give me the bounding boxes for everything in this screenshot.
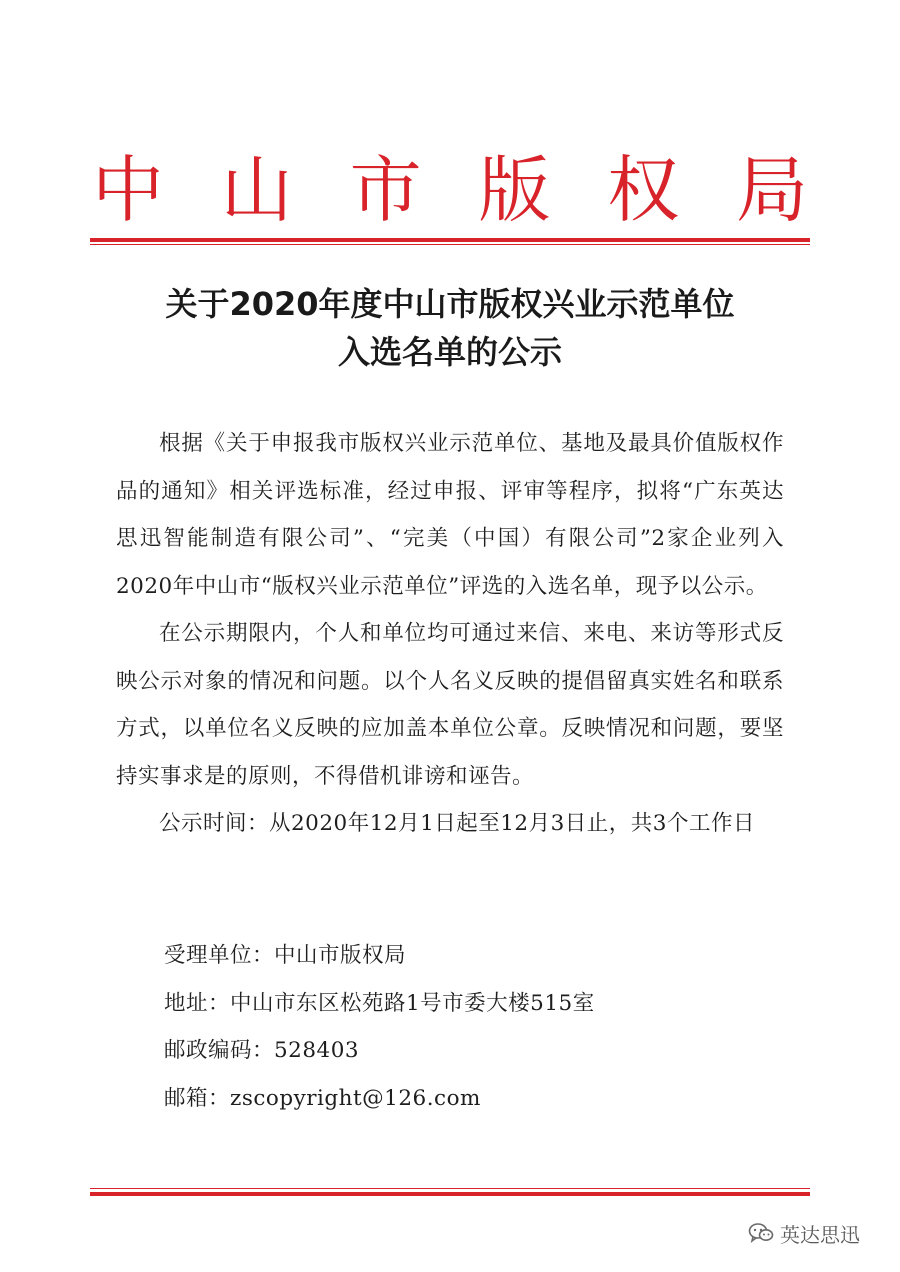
contact-unit: 受理单位：中山市版权局 (164, 943, 407, 968)
contact-address: 地址：中山市东区松苑路1号市委大楼515室 (164, 990, 595, 1016)
document-title (100, 280, 800, 376)
contact-postcode: 邮政编码：528403 (164, 1038, 360, 1063)
footer-divider-thin (90, 1188, 810, 1189)
wechat-icon (748, 1222, 774, 1244)
letterhead-char: 局 (735, 148, 808, 232)
letterhead-char: 山 (220, 148, 293, 232)
wechat-watermark (748, 1218, 860, 1248)
title-line-1: 关于2020年度中山市版权兴业示范单位 (165, 285, 735, 323)
contact-info (164, 932, 784, 1122)
letterhead-char: 中 (92, 148, 165, 232)
document-body (116, 420, 784, 848)
letterhead (92, 150, 808, 230)
body-paragraph-period: 公示时间：从2020年12月1日起至12月3日止，共3个工作日 (159, 811, 755, 836)
body-paragraph-feedback: 在公示期限内，个人和单位均可通过来信、来电、来访等形式反映公示对象的情况和问题。以个人名义反映的提倡留真实姓名和联系方式，以单位名义反映的应加盖本单位公章。反映情况和问题，要坚持实事求是的原则，不得借机诽谤和诬告。 (116, 621, 784, 789)
contact-email: 邮箱：zscopyright@126.com (164, 1085, 481, 1111)
letterhead-divider-thick (90, 238, 810, 242)
letterhead-char: 权 (607, 148, 680, 232)
letterhead-char: 版 (478, 148, 551, 232)
letterhead-divider-thin (90, 244, 810, 245)
body-paragraph-basis: 根据《关于申报我市版权兴业示范单位、基地及最具价值版权作品的通知》相关评选标准，经过申报、评审等程序，拟将“广东英达思迅智能制造有限公司”、“完美（中国）有限公司”2家企业列入2020年中山市“版权兴业示范单位”评选的入选名单，现予以公示。 (116, 431, 784, 599)
watermark-text: 英达思迅 (780, 1222, 860, 1247)
title-line-2: 入选名单的公示 (337, 333, 562, 371)
letterhead-char: 市 (349, 148, 422, 232)
footer-divider-thick (90, 1192, 810, 1196)
